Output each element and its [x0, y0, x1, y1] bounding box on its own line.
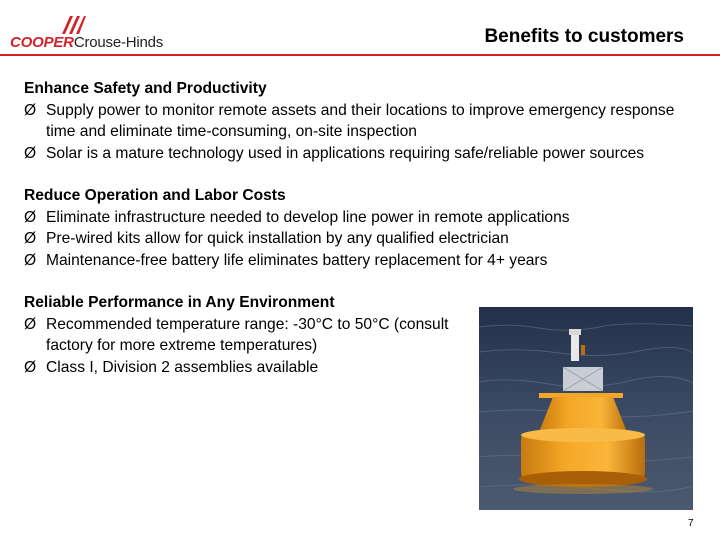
page-number: 7: [688, 518, 694, 529]
header-divider: [0, 54, 720, 56]
list-item: [24, 314, 464, 357]
logo-brand-text: COOPER: [10, 34, 74, 51]
company-logo: [10, 14, 180, 54]
list-item: [24, 228, 704, 250]
bullet-text: Solar is a mature technology used in applications requiring safe/reliable power sources: [46, 144, 645, 162]
arrow-bullet-icon: Ø: [24, 230, 37, 247]
list-item: [24, 250, 704, 272]
buoy-photo: [479, 307, 693, 510]
section-title: Reliable Performance in Any Environment: [24, 294, 335, 311]
bullet-text: Supply power to monitor remote assets and their locations to improve emergency response time and eliminate time-consuming, on-site inspection: [46, 101, 675, 140]
list-item: [24, 357, 464, 379]
bullet-text: Maintenance-free battery life eliminates battery replacement for 4+ years: [46, 251, 548, 269]
arrow-bullet-icon: Ø: [24, 208, 37, 226]
bullet-text: Class I, Division 2 assemblies available: [46, 358, 319, 376]
bullet-text: Recommended temperature range: -30°C to 50°C (consult factory for more extreme temperatures): [46, 315, 449, 354]
arrow-bullet-icon: Ø: [24, 358, 37, 376]
logo-sub-text: Crouse-Hinds: [73, 34, 164, 51]
page-title: Benefits to customers: [484, 26, 684, 47]
section-costs: [24, 185, 704, 271]
section-title: Reduce Operation and Labor Costs: [24, 187, 286, 204]
list-item: [24, 100, 704, 143]
arrow-bullet-icon: Ø: [24, 315, 37, 333]
list-item: [24, 143, 704, 165]
section-safety: [24, 78, 704, 164]
bullet-text: Pre-wired kits allow for quick installation by any qualified electrician: [46, 230, 509, 247]
bullet-text: Eliminate infrastructure needed to develop line power in remote applications: [46, 208, 570, 226]
arrow-bullet-icon: Ø: [24, 144, 37, 162]
section-title: Enhance Safety and Productivity: [24, 80, 267, 97]
section-environment: [24, 292, 464, 378]
arrow-bullet-icon: Ø: [24, 101, 37, 119]
cooper-logo-mark-icon: [60, 14, 86, 36]
list-item: [24, 207, 704, 229]
arrow-bullet-icon: Ø: [24, 251, 37, 269]
